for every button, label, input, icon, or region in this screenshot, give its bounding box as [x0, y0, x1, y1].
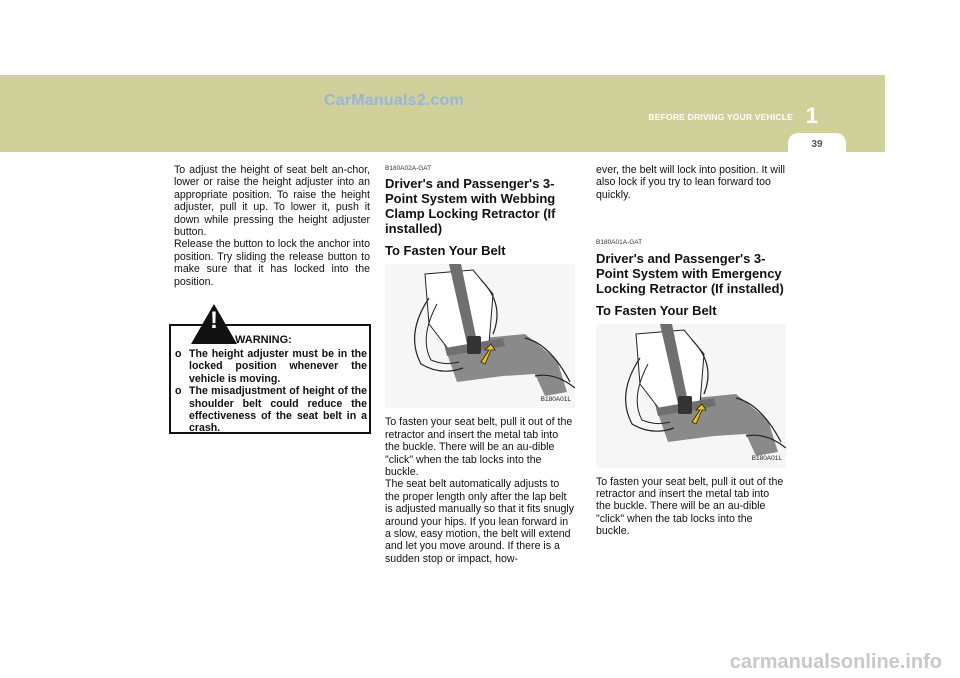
column-left [174, 164, 370, 288]
warning-item [175, 348, 367, 385]
chapter-number: 1 [805, 103, 818, 128]
seatbelt-illustration [596, 324, 786, 468]
column-middle [385, 163, 575, 565]
warning-bullet: o [175, 348, 182, 360]
warning-bullet: o [175, 385, 182, 398]
section-subheading: To Fasten Your Belt [385, 243, 506, 259]
figure-code: B180A01L [540, 396, 571, 403]
page-number: 39 [811, 139, 823, 150]
seatbelt-figure-graphic [596, 324, 786, 468]
seatbelt-illustration [385, 264, 575, 408]
figure-code: B180A01L [751, 455, 782, 463]
column-right [596, 164, 786, 538]
warning-item-text: The height adjuster must be in the locked position whenever the vehicle is moving. [189, 348, 367, 385]
fasten-paragraph: To fasten your seat belt, pull it out of the retractor and insert the metal tab into the buckle. There will be an au-dible "click" when the tab locks into the buckle. [596, 475, 784, 538]
warning-item [175, 385, 367, 435]
section-heading: Driver's and Passenger's 3-Point System with Emergency Locking Retractor (If installed) [596, 250, 784, 296]
section-code: B180A01A-GAT [596, 239, 643, 247]
chapter-title: BEFORE DRIVING YOUR VEHICLE [648, 112, 793, 122]
exclamation-icon: ! [210, 307, 218, 334]
warning-title: WARNING: [235, 334, 292, 346]
fasten-paragraph: To fasten your seat belt, pull it out of the retractor and insert the metal tab into the buckle. There will be an au-dible "click" when the tab locks into the buckle. [385, 416, 573, 479]
warning-list [175, 348, 367, 435]
release-button-paragraph: Release the button to lock the anchor into position. Try sliding the release button to make sure that it has locked into the position. [174, 238, 370, 288]
footer-watermark-link[interactable]: carmanualsonline.info [729, 651, 942, 673]
section-code: B180A02A-GAT [385, 165, 432, 172]
seatbelt-figure-graphic [385, 264, 575, 408]
height-adjust-paragraph: To adjust the height of seat belt an-chor, lower or raise the height adjuster into an appropriate position. To raise the height adjuster, pull it up. To lower it, push it down while pressing the height adjuster button. [174, 164, 370, 239]
watermark-link[interactable]: CarManuals2.com [324, 92, 464, 109]
auto-adjust-paragraph: The seat belt automatically adjusts to the proper length only after the lap belt is adjusted manually so that it fits snugly around your hips. If you lean forward in a slow, easy motion, the belt will extend and let you move around. If there is a sudden stop or impact, how- [385, 478, 575, 565]
section-subheading: To Fasten Your Belt [596, 302, 717, 318]
warning-box [169, 307, 371, 435]
section-heading: Driver's and Passenger's 3-Point System with Webbing Clamp Locking Retractor (If installed) [385, 176, 556, 237]
warning-item-text: The misadjustment of height of the shoulder belt could reduce the effectiveness of the seat belt in a crash. [189, 385, 367, 435]
continuation-paragraph: ever, the belt will lock into position. It will also lock if you try to lean forward too quickly. [596, 164, 786, 201]
